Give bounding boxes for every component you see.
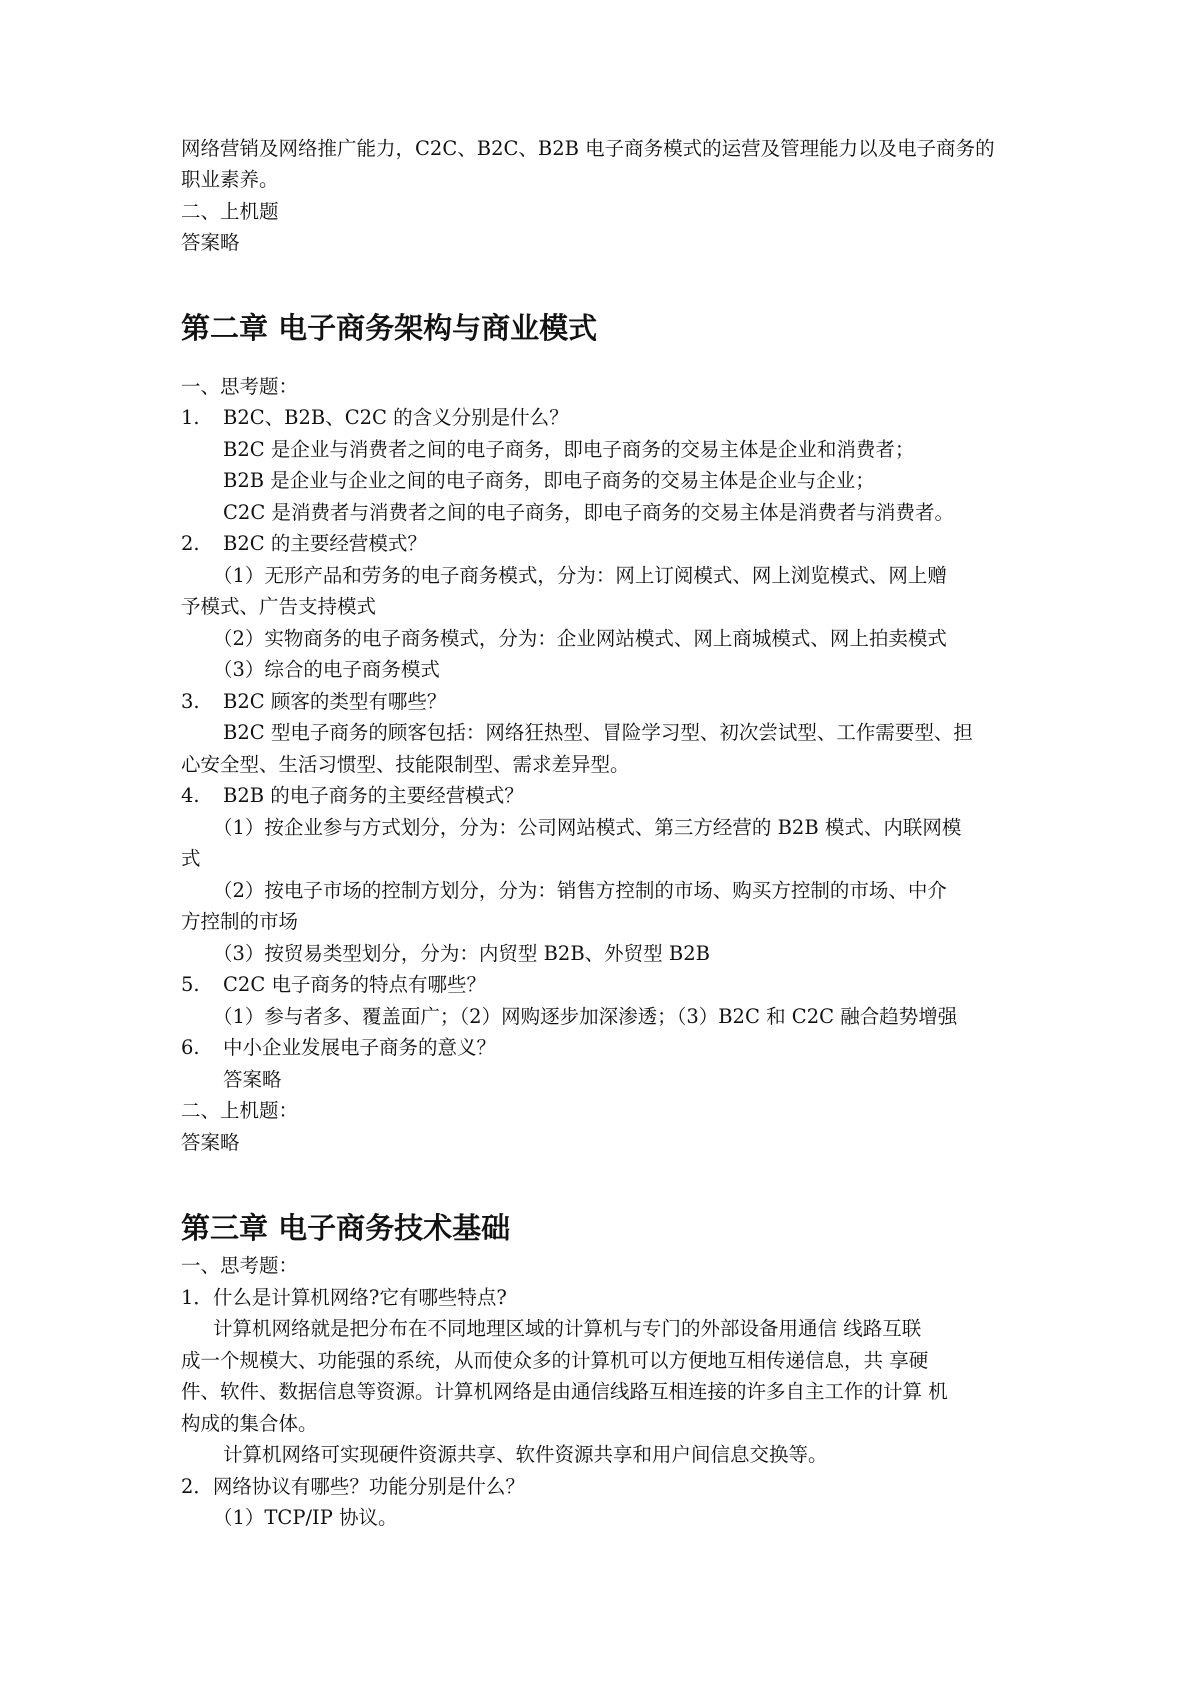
- answer-line: 心安全型、生活习惯型、技能限制型、需求差异型。: [181, 753, 630, 776]
- question-number: 3.: [181, 690, 200, 713]
- answer-line: 方控制的市场: [181, 910, 299, 933]
- question-text: 1．什么是计算机网络?它有哪些特点?: [181, 1286, 507, 1309]
- question-text: B2C 顾客的类型有哪些？: [223, 690, 447, 713]
- paragraph-line: 计算机网络就是把分布在不同地理区域的计算机与专门的外部设备用通信 线路互联: [213, 1317, 922, 1340]
- answer-line: （2）按电子市场的控制方划分，分为：销售方控制的市场、购买方控制的市场、中介: [213, 879, 947, 902]
- question-item: [181, 689, 446, 715]
- question-text: 中小企业发展电子商务的意义？: [223, 1036, 497, 1059]
- answer-line: （1）按企业参与方式划分，分为：公司网站模式、第三方经营的 B2B 模式、内联网模: [213, 816, 962, 839]
- answer-line: B2B 是企业与企业之间的电子商务，即电子商务的交易主体是企业与企业；: [223, 469, 875, 492]
- answer-text: 答案略: [181, 1131, 240, 1154]
- question-text: 2．网络协议有哪些？功能分别是什么？: [181, 1475, 525, 1498]
- question-item: [181, 1035, 496, 1061]
- paragraph-line: 成一个规模大、功能强的系统，从而使众多的计算机可以方便地互相传递信息，共 享硬: [181, 1349, 929, 1372]
- answer-line: （3）综合的电子商务模式: [213, 658, 440, 681]
- question-number: 1.: [181, 406, 200, 429]
- question-text: C2C 电子商务的特点有哪些？: [223, 973, 486, 996]
- question-item: [181, 405, 569, 431]
- question-number: 2.: [181, 532, 200, 555]
- section-heading: 二、上机题：: [181, 1099, 299, 1122]
- answer-line: （1）参与者多、覆盖面广；（2）网购逐步加深渗透；（3）B2C 和 C2C 融合趋势增强: [213, 1005, 958, 1028]
- paragraph-line: 件、软件、数据信息等资源。计算机网络是由通信线路互相连接的许多自主工作的计算 机: [181, 1380, 948, 1403]
- answer-line: （1）TCP/IP 协议。: [213, 1506, 398, 1529]
- answer-line: （2）实物商务的电子商务模式，分为：企业网站模式、网上商城模式、网上拍卖模式: [213, 627, 947, 650]
- chapter-heading: 第三章 电子商务技术基础: [181, 1211, 511, 1245]
- answer-line: B2C 型电子商务的顾客包括：网络狂热型、冒险学习型、初次尝试型、工作需要型、担: [223, 721, 973, 744]
- section-heading: 一、思考题：: [181, 1254, 299, 1277]
- paragraph-line: 网络营销及网络推广能力，C2C、B2C、B2B 电子商务模式的运营及管理能力以及电子商务的: [181, 137, 995, 160]
- paragraph-line: 构成的集合体。: [181, 1412, 318, 1435]
- answer-text: 答案略: [223, 1068, 282, 1091]
- answer-line: （3）按贸易类型划分，分为：内贸型 B2B、外贸型 B2B: [213, 942, 710, 965]
- question-item: [181, 531, 427, 557]
- answer-line: B2C 是企业与消费者之间的电子商务，即电子商务的交易主体是企业和消费者；: [223, 438, 915, 461]
- question-text: B2C、B2B、C2C 的含义分别是什么？: [223, 406, 569, 429]
- section-heading: 二、上机题: [181, 200, 279, 223]
- question-item: [181, 972, 486, 998]
- question-number: 6.: [181, 1036, 200, 1059]
- chapter-heading: 第二章 电子商务架构与商业模式: [181, 311, 598, 345]
- answer-line: C2C 是消费者与消费者之间的电子商务，即电子商务的交易主体是消费者与消费者。: [223, 501, 954, 524]
- paragraph-line: 职业素养。: [181, 168, 279, 191]
- answer-line: 予模式、广告支持模式: [181, 595, 377, 618]
- question-number: 5.: [181, 973, 200, 996]
- paragraph-line: 计算机网络可实现硬件资源共享、软件资源共享和用户间信息交换等。: [223, 1443, 828, 1466]
- question-text: B2C 的主要经营模式？: [223, 532, 427, 555]
- answer-text: 答案略: [181, 231, 240, 254]
- question-number: 4.: [181, 784, 200, 807]
- answer-line: （1）无形产品和劳务的电子商务模式，分为：网上订阅模式、网上浏览模式、网上赠: [213, 564, 947, 587]
- question-text: B2B 的电子商务的主要经营模式？: [223, 784, 524, 807]
- question-item: [181, 783, 524, 809]
- section-heading: 一、思考题：: [181, 375, 299, 398]
- answer-line: 式: [181, 847, 201, 870]
